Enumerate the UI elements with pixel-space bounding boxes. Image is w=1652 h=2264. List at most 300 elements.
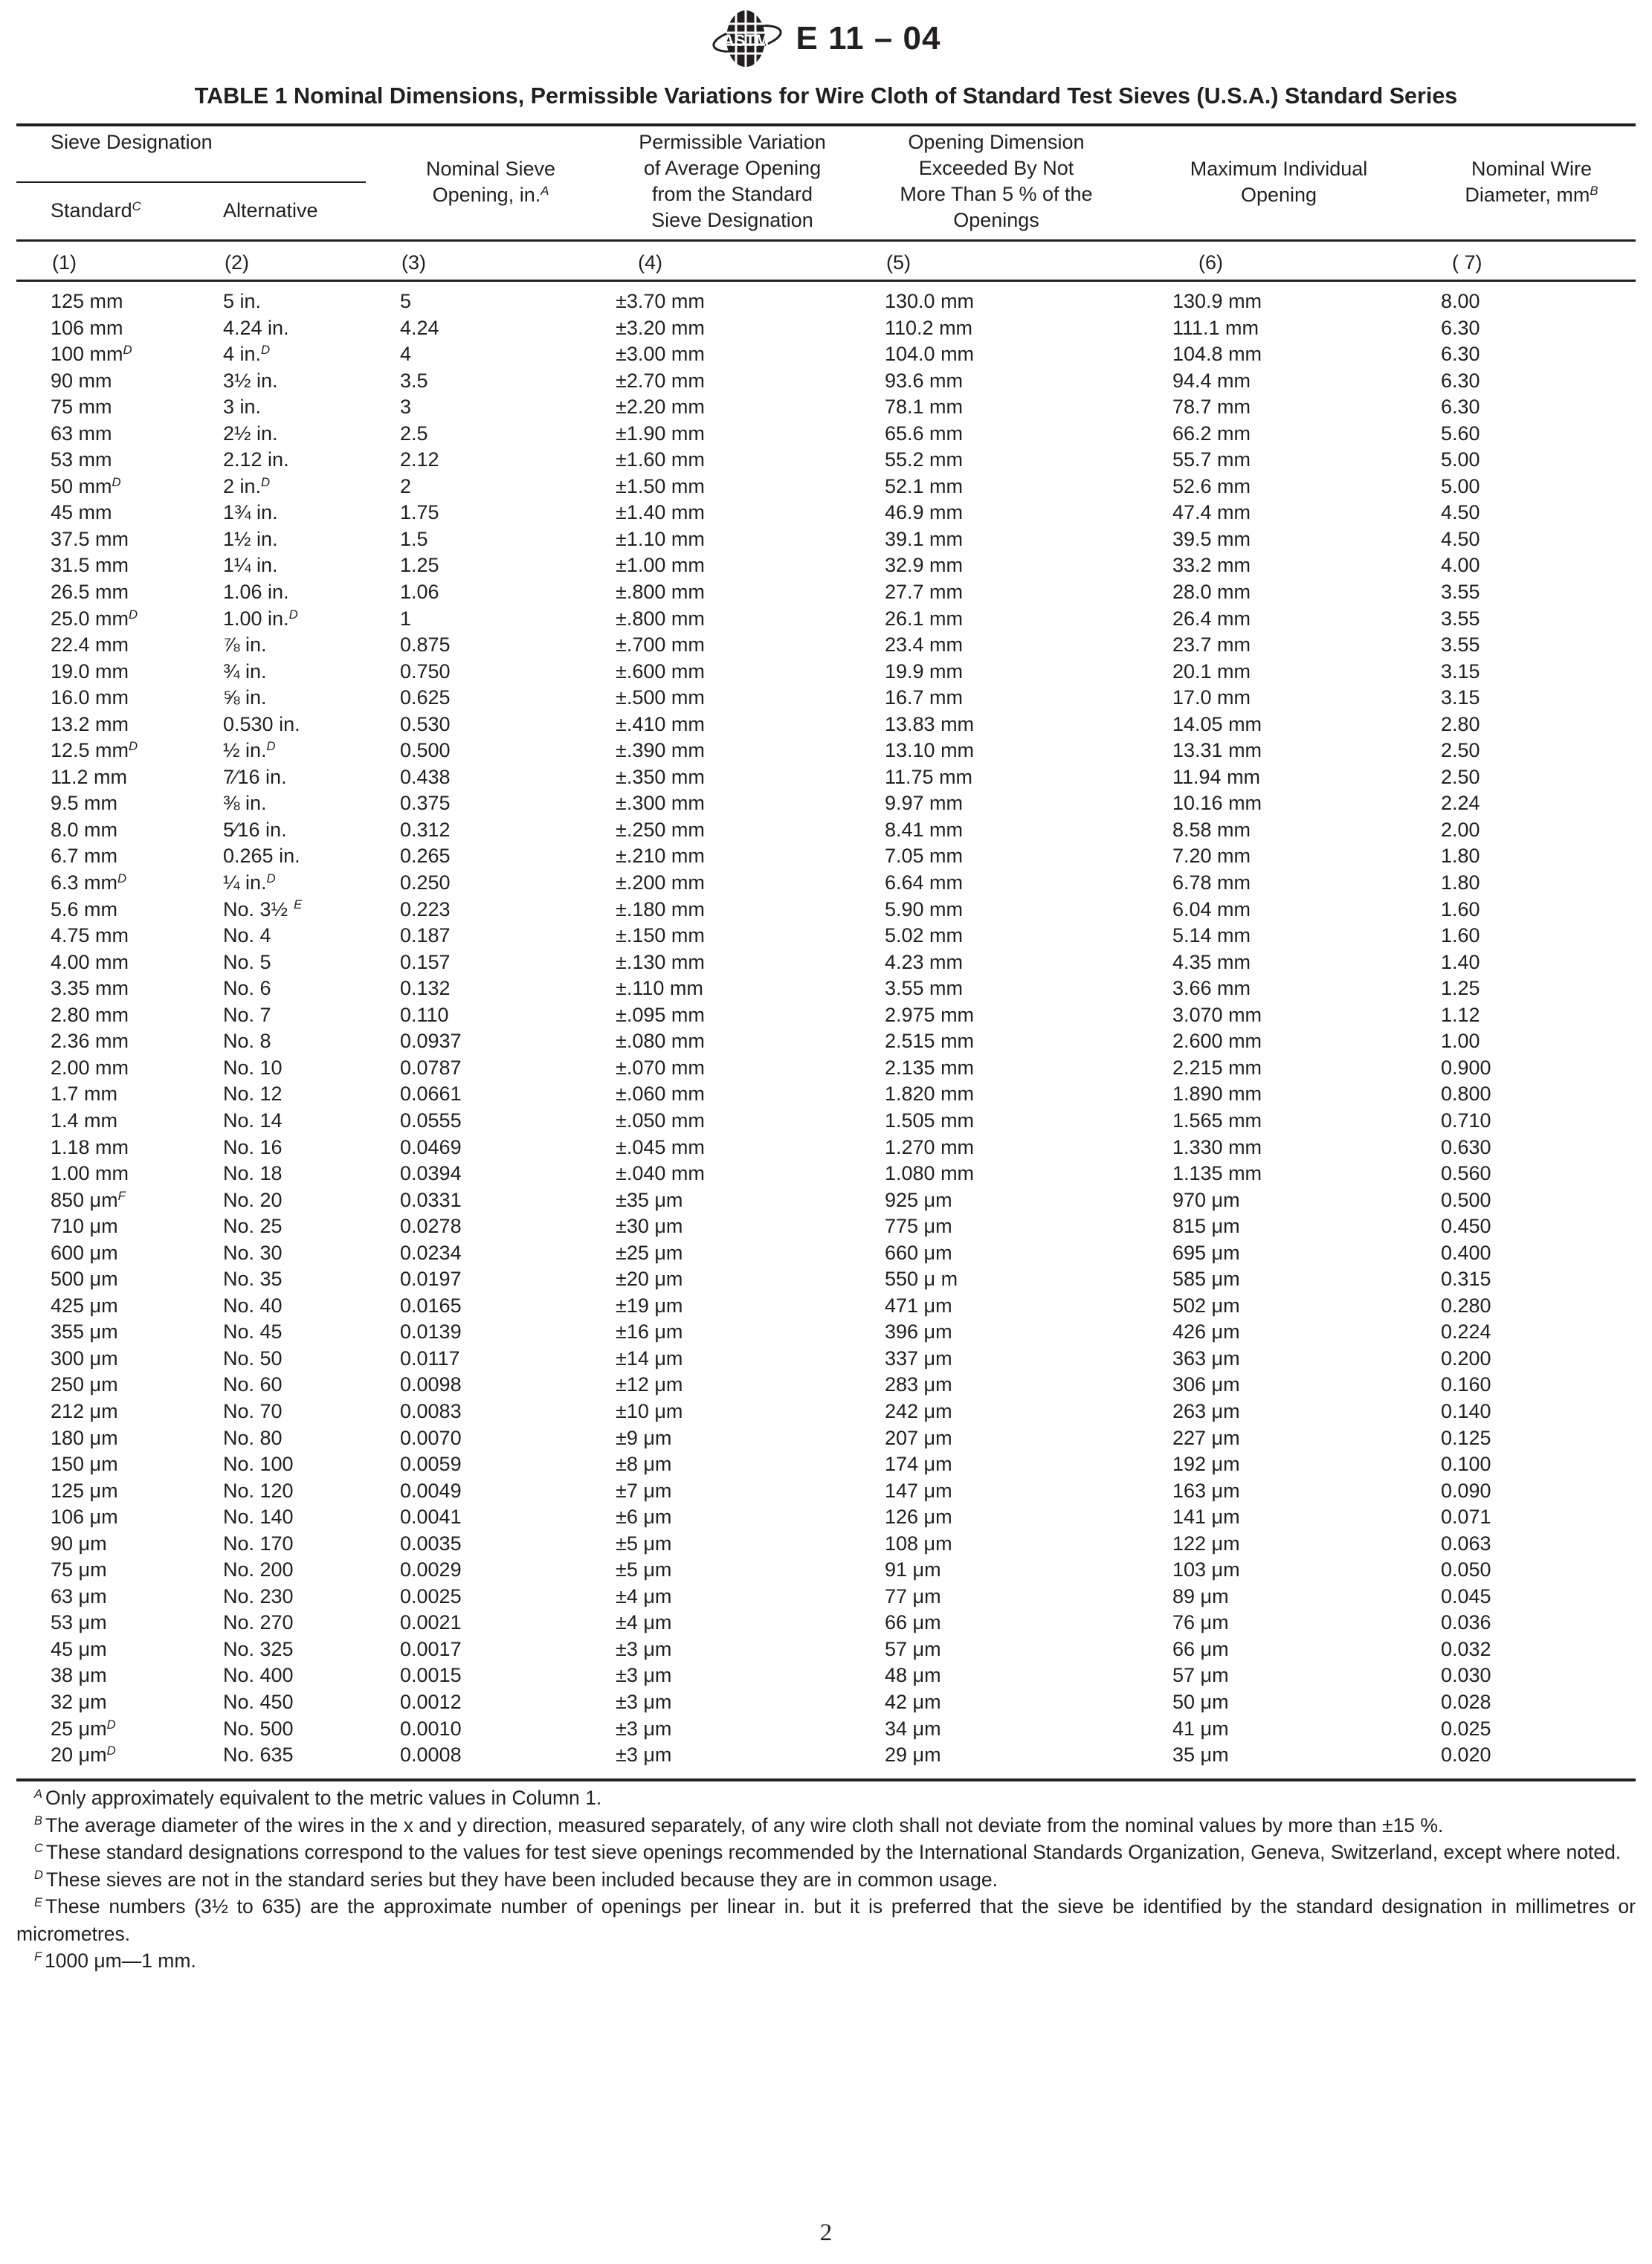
cell-wire-diameter-value: 5.00 <box>1441 474 1480 497</box>
cell-max-opening <box>1172 738 1262 764</box>
cell-alternative-value: No. 50 <box>223 1347 283 1370</box>
cell-nominal-opening <box>400 1636 462 1663</box>
cell-permissible-variation <box>616 1610 671 1636</box>
cell-max-opening-value: 52.6 mm <box>1172 474 1251 497</box>
cell-nominal-opening <box>400 368 428 395</box>
cell-standard-value: 600 μm <box>51 1241 118 1264</box>
cell-max-opening-value: 815 μm <box>1172 1215 1240 1238</box>
cell-standard-value: 53 mm <box>51 448 112 471</box>
column-number-5: (5) <box>886 251 911 274</box>
cell-alternative <box>223 1451 294 1478</box>
cell-max-opening <box>1172 606 1251 633</box>
cell-opening-dimension-value: 7.05 mm <box>885 845 964 868</box>
cell-opening-dimension <box>885 1161 974 1187</box>
cell-max-opening-value: 163 μm <box>1172 1479 1240 1502</box>
cell-wire-diameter <box>1441 1451 1491 1478</box>
cell-opening-dimension-value: 34 μm <box>885 1717 941 1740</box>
cell-standard <box>51 949 129 976</box>
cell-wire-diameter-value: 0.036 <box>1441 1611 1491 1634</box>
col-header-nominal-wire-diameter <box>1427 156 1636 208</box>
cell-nominal-opening <box>400 1135 462 1161</box>
cell-alternative-value: No. 70 <box>223 1399 283 1422</box>
cell-nominal-opening <box>400 474 411 500</box>
cell-alternative-value: 4 in. <box>223 343 262 366</box>
cell-alternative-value: No. 18 <box>223 1162 283 1185</box>
cell-permissible-variation-value: ±25 μm <box>616 1241 683 1264</box>
cell-standard <box>51 659 129 686</box>
cell-standard <box>51 1055 129 1082</box>
cell-wire-diameter <box>1441 1346 1491 1373</box>
cell-standard-value: 1.18 mm <box>51 1135 129 1158</box>
cell-alternative <box>223 1610 294 1636</box>
cell-wire-diameter-value: 3.55 <box>1441 581 1480 604</box>
cell-alternative <box>223 1187 283 1214</box>
cell-standard <box>51 1161 129 1187</box>
cell-max-opening <box>1172 1293 1240 1320</box>
cell-wire-diameter-value: 3.15 <box>1441 686 1480 709</box>
cell-permissible-variation-value: ±.070 mm <box>616 1056 705 1079</box>
cell-permissible-variation-value: ±.060 mm <box>616 1083 705 1106</box>
cell-permissible-variation-value: ±3.70 mm <box>616 290 705 312</box>
cell-alternative-value: 0.265 in. <box>223 845 300 868</box>
cell-max-opening <box>1172 712 1262 738</box>
cell-permissible-variation-value: ±.200 mm <box>616 871 705 894</box>
cell-max-opening-value: 3.070 mm <box>1172 1003 1262 1026</box>
cell-max-opening <box>1172 790 1262 817</box>
cell-opening-dimension <box>885 1081 974 1108</box>
cell-alternative <box>223 738 276 764</box>
col-header-max-individual-opening <box>1160 156 1398 208</box>
cell-alternative-value: 7⁄16 in. <box>223 765 287 788</box>
cell-alternative-value: No. 200 <box>223 1558 294 1581</box>
cell-nominal-opening-value: 0.0017 <box>400 1637 462 1660</box>
cell-nominal-opening-value: 0.157 <box>400 950 451 973</box>
cell-standard <box>51 421 112 448</box>
cell-wire-diameter <box>1441 394 1480 421</box>
footnote-ref: D <box>106 1743 116 1758</box>
cell-nominal-opening-value: 1.5 <box>400 527 428 550</box>
cell-opening-dimension <box>885 1372 952 1399</box>
cell-permissible-variation <box>616 764 705 791</box>
table-row <box>0 526 1652 553</box>
cell-opening-dimension-value: 23.4 mm <box>885 633 964 657</box>
cell-max-opening <box>1172 1531 1240 1558</box>
cell-permissible-variation-value: ±14 μm <box>616 1347 683 1370</box>
cell-max-opening-value: 2.600 mm <box>1172 1030 1262 1053</box>
cell-max-opening <box>1172 1319 1240 1346</box>
cell-wire-diameter <box>1441 738 1480 764</box>
cell-standard <box>51 1689 107 1716</box>
table-row <box>0 1584 1652 1610</box>
cell-alternative <box>223 1716 294 1743</box>
cell-alternative-value: ¼ in. <box>223 871 267 894</box>
table-row <box>0 1531 1652 1558</box>
cell-wire-diameter <box>1441 1478 1491 1505</box>
footnote-text: These standard designations correspond to the values for test sieve openings recommended by the International Standards Organization, Geneva, Switzerland, except where noted. <box>45 1841 1622 1863</box>
cell-wire-diameter-value: 0.100 <box>1441 1453 1491 1476</box>
cell-nominal-opening-value: 0.0234 <box>400 1241 462 1264</box>
header-line: Opening Dimension <box>908 131 1085 153</box>
cell-wire-diameter <box>1441 579 1480 606</box>
table-row <box>0 1689 1652 1716</box>
table-row <box>0 368 1652 395</box>
cell-alternative <box>223 1662 294 1689</box>
cell-opening-dimension <box>885 1689 941 1716</box>
cell-alternative-value: 1¼ in. <box>223 554 278 577</box>
cell-nominal-opening <box>400 1213 462 1240</box>
cell-wire-diameter <box>1441 897 1480 923</box>
cell-max-opening <box>1172 1055 1262 1082</box>
cell-nominal-opening-value: 3 <box>400 396 412 419</box>
cell-opening-dimension-value: 77 μm <box>885 1584 941 1607</box>
cell-wire-diameter-value: 0.500 <box>1441 1188 1491 1211</box>
cell-alternative <box>223 975 271 1002</box>
cell-opening-dimension <box>885 1742 941 1769</box>
cell-opening-dimension-value: 39.1 mm <box>885 527 964 550</box>
cell-opening-dimension <box>885 1716 941 1743</box>
cell-standard <box>51 1002 129 1029</box>
cell-nominal-opening-value: 0.132 <box>400 977 451 1000</box>
cell-nominal-opening <box>400 923 451 949</box>
cell-nominal-opening <box>400 843 451 870</box>
table-row <box>0 685 1652 712</box>
cell-wire-diameter <box>1441 1689 1491 1716</box>
cell-alternative <box>223 1266 283 1293</box>
cell-wire-diameter <box>1441 1319 1491 1346</box>
table-row <box>0 579 1652 606</box>
cell-alternative-value: No. 3½ <box>223 897 288 920</box>
cell-permissible-variation-value: ±.700 mm <box>616 633 705 657</box>
cell-opening-dimension <box>885 1531 952 1558</box>
cell-nominal-opening <box>400 1689 462 1716</box>
cell-standard-value: 6.3 mm <box>51 871 118 894</box>
cell-max-opening-value: 5.14 mm <box>1172 924 1251 947</box>
cell-standard-value: 212 μm <box>51 1399 118 1422</box>
cell-wire-diameter <box>1441 1161 1491 1187</box>
cell-alternative-value: No. 45 <box>223 1320 283 1344</box>
footnote-text: 1000 μm—1 mm. <box>45 1949 196 1972</box>
cell-wire-diameter <box>1441 975 1480 1002</box>
cell-wire-diameter <box>1441 843 1480 870</box>
cell-wire-diameter <box>1441 949 1480 976</box>
cell-max-opening-value: 227 μm <box>1172 1426 1240 1449</box>
cell-nominal-opening <box>400 1451 462 1478</box>
cell-alternative-value: No. 10 <box>223 1056 283 1079</box>
cell-alternative-value: 2½ in. <box>223 422 278 445</box>
cell-permissible-variation <box>616 447 705 474</box>
cell-standard <box>51 975 129 1002</box>
cell-max-opening <box>1172 315 1259 342</box>
cell-max-opening <box>1172 1187 1240 1214</box>
cell-max-opening <box>1172 341 1262 368</box>
table-row <box>0 1161 1652 1187</box>
table-row <box>0 843 1652 870</box>
cell-permissible-variation-value: ±3 μm <box>616 1664 672 1687</box>
cell-standard-value: 13.2 mm <box>51 712 129 735</box>
cell-opening-dimension <box>885 1055 974 1082</box>
cell-max-opening-value: 28.0 mm <box>1172 581 1251 604</box>
cell-alternative-value: No. 7 <box>223 1003 271 1026</box>
cell-permissible-variation <box>616 1451 671 1478</box>
cell-wire-diameter-value: 0.045 <box>1441 1584 1491 1607</box>
cell-opening-dimension <box>885 1557 941 1584</box>
cell-permissible-variation-value: ±30 μm <box>616 1215 683 1238</box>
cell-nominal-opening <box>400 606 411 633</box>
cell-nominal-opening-value: 0.0117 <box>400 1347 460 1370</box>
table-row <box>0 738 1652 764</box>
cell-nominal-opening <box>400 1266 462 1293</box>
cell-standard-value: 25.0 mm <box>51 607 129 630</box>
cell-standard <box>51 1081 117 1108</box>
cell-alternative-value: No. 450 <box>223 1690 294 1713</box>
cell-opening-dimension-value: 29 μm <box>885 1744 941 1767</box>
cell-wire-diameter <box>1441 817 1480 844</box>
cell-nominal-opening-value: 0.0331 <box>400 1188 462 1211</box>
cell-standard-value: 16.0 mm <box>51 686 129 709</box>
cell-permissible-variation <box>616 949 705 976</box>
cell-alternative-value: 2 in. <box>223 474 262 497</box>
footnote-ref: D <box>266 871 276 886</box>
cell-max-opening <box>1172 288 1262 315</box>
footnote-ref: D <box>123 342 132 357</box>
cell-max-opening-value: 695 μm <box>1172 1241 1240 1264</box>
cell-wire-diameter-value: 0.028 <box>1441 1690 1491 1713</box>
cell-wire-diameter-value: 2.24 <box>1441 792 1480 815</box>
cell-alternative-value: No. 140 <box>223 1506 294 1529</box>
cell-max-opening-value: 4.35 mm <box>1172 950 1251 973</box>
cell-wire-diameter-value: 0.560 <box>1441 1162 1491 1185</box>
cell-permissible-variation-value: ±.250 mm <box>616 818 705 841</box>
cell-nominal-opening-value: 0.530 <box>400 712 451 735</box>
cell-permissible-variation-value: ±35 μm <box>616 1188 683 1211</box>
footnote-text: Only approximately equivalent to the metric values in Column 1. <box>45 1787 602 1809</box>
table-row <box>0 1213 1652 1240</box>
cell-permissible-variation <box>616 579 705 606</box>
cell-opening-dimension-value: 57 μm <box>885 1637 941 1660</box>
cell-wire-diameter-value: 2.50 <box>1441 739 1480 762</box>
cell-nominal-opening-value: 0.0021 <box>400 1611 462 1634</box>
cell-nominal-opening <box>400 1319 462 1346</box>
table-row <box>0 659 1652 686</box>
cell-standard-value: 300 μm <box>51 1347 118 1370</box>
cell-alternative <box>223 923 271 949</box>
footnote-ref: F <box>117 1188 126 1203</box>
cell-nominal-opening-value: 0.223 <box>400 897 451 920</box>
cell-wire-diameter-value: 4.50 <box>1441 527 1480 550</box>
cell-nominal-opening <box>400 394 411 421</box>
cell-nominal-opening-value: 0.625 <box>400 686 451 709</box>
col-header-standard <box>51 198 141 224</box>
cell-opening-dimension <box>885 738 974 764</box>
footnote-ref: D <box>117 871 127 886</box>
cell-alternative <box>223 1319 283 1346</box>
cell-nominal-opening-value: 0.0049 <box>400 1479 462 1502</box>
cell-nominal-opening <box>400 1108 462 1135</box>
footnote-ref: D <box>129 607 138 622</box>
cell-opening-dimension <box>885 315 972 342</box>
cell-nominal-opening-value: 0.0059 <box>400 1453 462 1476</box>
cell-wire-diameter <box>1441 764 1480 791</box>
cell-alternative-value: No. 170 <box>223 1532 294 1555</box>
footnote-ref: D <box>261 474 271 489</box>
cell-permissible-variation <box>616 1478 671 1505</box>
cell-opening-dimension <box>885 1135 974 1161</box>
cell-nominal-opening <box>400 1504 462 1531</box>
cell-alternative-value: No. 40 <box>223 1294 283 1317</box>
column-number-3: (3) <box>401 251 426 274</box>
cell-wire-diameter-value: 0.400 <box>1441 1241 1491 1264</box>
cell-nominal-opening <box>400 315 439 342</box>
cell-permissible-variation-value: ±3 μm <box>616 1690 672 1713</box>
cell-permissible-variation <box>616 923 705 949</box>
cell-alternative <box>223 1399 283 1425</box>
cell-max-opening-value: 14.05 mm <box>1172 712 1262 735</box>
cell-max-opening <box>1172 1266 1240 1293</box>
cell-wire-diameter-value: 1.80 <box>1441 871 1480 894</box>
cell-nominal-opening <box>400 712 451 738</box>
cell-max-opening-value: 426 μm <box>1172 1320 1240 1344</box>
cell-opening-dimension <box>885 1266 958 1293</box>
cell-standard-value: 3.35 mm <box>51 977 129 1000</box>
cell-alternative-value: No. 20 <box>223 1188 283 1211</box>
cell-standard-value: 26.5 mm <box>51 581 129 604</box>
cell-wire-diameter <box>1441 1293 1491 1320</box>
cell-alternative <box>223 1002 271 1029</box>
sieve-designation-rule <box>16 181 366 183</box>
cell-nominal-opening-value: 0.0139 <box>400 1320 462 1344</box>
cell-max-opening <box>1172 1716 1229 1743</box>
logo-text: ASTM <box>722 31 769 50</box>
cell-nominal-opening <box>400 1372 462 1399</box>
header-line: Permissible Variation <box>639 131 826 153</box>
footnote-ref: A <box>541 183 549 198</box>
cell-alternative-value: No. 14 <box>223 1109 283 1132</box>
cell-permissible-variation <box>616 606 705 633</box>
cell-nominal-opening <box>400 1028 462 1055</box>
table-row <box>0 949 1652 976</box>
cell-wire-diameter <box>1441 659 1480 686</box>
cell-standard-value: 25 μm <box>51 1717 107 1740</box>
table-row <box>0 421 1652 448</box>
cell-wire-diameter <box>1441 1135 1491 1161</box>
table-row <box>0 1002 1652 1029</box>
col-header-permissible-variation <box>595 129 870 233</box>
cell-wire-diameter-value: 0.140 <box>1441 1399 1491 1422</box>
cell-wire-diameter-value: 4.50 <box>1441 501 1480 524</box>
cell-nominal-opening <box>400 1055 462 1082</box>
cell-nominal-opening-value: 0.0035 <box>400 1532 462 1555</box>
cell-standard-value: 38 μm <box>51 1664 107 1687</box>
cell-permissible-variation <box>616 1240 683 1267</box>
cell-standard-value: 1.7 mm <box>51 1083 118 1106</box>
cell-permissible-variation <box>616 288 705 315</box>
table-row <box>0 474 1652 500</box>
cell-standard-value: 20 μm <box>51 1744 107 1767</box>
cell-max-opening <box>1172 1213 1240 1240</box>
cell-nominal-opening-value: 0.187 <box>400 924 451 947</box>
cell-wire-diameter <box>1441 1081 1491 1108</box>
cell-standard-value: 2.36 mm <box>51 1030 129 1053</box>
cell-max-opening-value: 66.2 mm <box>1172 422 1251 445</box>
cell-standard <box>51 1716 116 1743</box>
cell-standard-value: 90 mm <box>51 369 112 392</box>
cell-standard-value: 45 μm <box>51 1637 107 1660</box>
cell-permissible-variation-value: ±19 μm <box>616 1294 683 1317</box>
cell-standard-value: 2.00 mm <box>51 1056 129 1079</box>
cell-alternative <box>223 659 267 686</box>
cell-opening-dimension-value: 91 μm <box>885 1558 941 1581</box>
cell-alternative-value: No. 5 <box>223 950 271 973</box>
footnote-text: These sieves are not in the standard series but they have been included because they are in common usage. <box>45 1868 998 1891</box>
cell-max-opening <box>1172 447 1251 474</box>
table-row <box>0 1135 1652 1161</box>
cell-standard <box>51 1636 107 1663</box>
cell-wire-diameter-value: 0.030 <box>1441 1664 1491 1687</box>
cell-opening-dimension-value: 126 μm <box>885 1506 952 1529</box>
cell-alternative <box>223 1293 283 1320</box>
cell-alternative-value: 1¾ in. <box>223 501 278 524</box>
cell-permissible-variation-value: ±1.60 mm <box>616 448 705 471</box>
cell-alternative <box>223 1425 283 1452</box>
cell-max-opening-value: 263 μm <box>1172 1399 1240 1422</box>
cell-wire-diameter-value: 0.071 <box>1441 1506 1491 1529</box>
footnote-ref: D <box>288 607 298 622</box>
cell-standard <box>51 288 123 315</box>
header-line: Nominal Wire <box>1471 158 1593 180</box>
cell-standard <box>51 712 129 738</box>
cell-opening-dimension-value: 110.2 mm <box>885 316 973 339</box>
cell-alternative-value: 3 in. <box>223 396 262 419</box>
cell-opening-dimension <box>885 526 963 553</box>
cell-opening-dimension <box>885 1425 952 1452</box>
cell-opening-dimension <box>885 685 963 712</box>
cell-wire-diameter-value: 1.80 <box>1441 845 1480 868</box>
cell-opening-dimension <box>885 1293 952 1320</box>
cell-nominal-opening <box>400 552 439 579</box>
cell-wire-diameter-value: 0.900 <box>1441 1056 1491 1079</box>
cell-max-opening-value: 502 μm <box>1172 1294 1240 1317</box>
cell-wire-diameter-value: 6.30 <box>1441 343 1480 366</box>
cell-wire-diameter <box>1441 1584 1491 1610</box>
cell-permissible-variation <box>616 1266 683 1293</box>
cell-standard-value: 45 mm <box>51 501 112 524</box>
cell-alternative-value: No. 270 <box>223 1611 294 1634</box>
cell-permissible-variation <box>616 1662 671 1689</box>
cell-standard-value: 125 mm <box>51 290 123 312</box>
cell-opening-dimension-value: 6.64 mm <box>885 871 964 894</box>
cell-opening-dimension-value: 242 μm <box>885 1399 952 1422</box>
cell-alternative <box>223 1557 294 1584</box>
cell-wire-diameter-value: 0.032 <box>1441 1637 1491 1660</box>
cell-max-opening <box>1172 1742 1229 1769</box>
cell-standard <box>51 685 129 712</box>
cell-wire-diameter-value: 0.200 <box>1441 1347 1491 1370</box>
cell-max-opening-value: 26.4 mm <box>1172 607 1251 630</box>
cell-opening-dimension <box>885 606 963 633</box>
cell-nominal-opening <box>400 1187 462 1214</box>
header-line: Nominal Sieve <box>425 158 556 180</box>
cell-max-opening-value: 363 μm <box>1172 1347 1240 1370</box>
cell-standard <box>51 817 117 844</box>
col-header-opening-dimension <box>866 129 1126 233</box>
cell-max-opening <box>1172 685 1251 712</box>
cell-opening-dimension <box>885 1662 941 1689</box>
cell-nominal-opening-value: 0.110 <box>400 1003 449 1026</box>
table-row <box>0 447 1652 474</box>
cell-alternative <box>223 949 271 976</box>
cell-alternative-value: ⅞ in. <box>223 633 267 657</box>
cell-opening-dimension-value: 2.135 mm <box>885 1056 975 1079</box>
